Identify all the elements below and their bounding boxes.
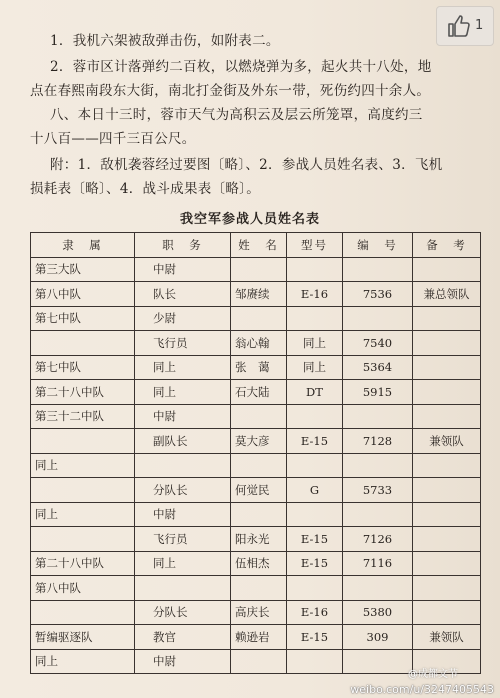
paragraph-line: 损耗表〔略〕、4．战斗成果表〔略〕。 [30,181,260,197]
table-cell: 第七中队 [31,355,135,380]
table-row [31,527,481,552]
table-cell: 邹赓续 [231,282,287,307]
table-cell [287,502,343,527]
table-cell: 何觉民 [231,478,287,503]
paragraph-line: 十八百——四千三百公尺。 [30,131,196,147]
table-cell [31,331,135,356]
table-row [31,551,481,576]
table-cell [413,502,481,527]
table-cell: 中尉 [135,404,231,429]
paragraph-line: 附：1．敌机袭蓉经过要图〔略〕、2．参战人员姓名表、3．飞机 [50,157,443,173]
table-cell: 同上 [135,380,231,405]
table-cell [413,600,481,625]
table-cell [287,649,343,674]
table-cell: 飞行员 [135,527,231,552]
table-cell: 7540 [343,331,413,356]
table-cell: 第八中队 [31,282,135,307]
table-cell: E-15 [287,625,343,650]
table-cell: G [287,478,343,503]
table-row [31,576,481,601]
table-row [31,257,481,282]
table-cell: 第八中队 [31,576,135,601]
table-cell [413,355,481,380]
table-body [31,257,481,674]
table-cell [231,649,287,674]
table-cell: 7126 [343,527,413,552]
paragraph-line: 2．蓉市区计落弹约二百枚，以燃烧弹为多，起火共十八处，地 [50,59,432,75]
table-cell [31,527,135,552]
table-cell [287,453,343,478]
table-cell [413,551,481,576]
table-cell [287,576,343,601]
paragraph-line: 点在春熙南段东大街，南北打金街及外东一带，死伤约四十余人。 [30,83,431,99]
table-cell: 暂编驱逐队 [31,625,135,650]
table-cell [287,404,343,429]
table-cell [135,453,231,478]
table-cell: 赖逊岩 [231,625,287,650]
like-count: 1 [475,18,484,33]
table-row [31,502,481,527]
table-cell: 7116 [343,551,413,576]
table-cell [231,576,287,601]
table-row [31,404,481,429]
paragraph-line: 1．我机六架被敌弹击伤，如附表二。 [50,33,280,49]
table-header-row [31,233,481,258]
table-cell [231,502,287,527]
table-cell: 7536 [343,282,413,307]
table-cell: E-15 [287,551,343,576]
table-cell: 队长 [135,282,231,307]
table-cell: 第三十二中队 [31,404,135,429]
table-cell [343,502,413,527]
table-cell: 5364 [343,355,413,380]
table-cell: 中尉 [135,257,231,282]
table-cell [413,478,481,503]
col-header: 姓 名 [231,233,287,258]
watermark: weibo.com/u/3247405543 [350,683,494,696]
table-cell: 中尉 [135,649,231,674]
table-cell [31,600,135,625]
paragraph-line: 八、本日十三时，蓉市天气为高积云及层云所笼罩，高度约三 [50,107,423,123]
col-header: 备 考 [413,233,481,258]
table-cell [413,576,481,601]
table-cell: 同上 [287,355,343,380]
table-cell: 5380 [343,600,413,625]
watermark-handle: @成都文节 [408,669,458,680]
table-cell [231,257,287,282]
table-cell: 7128 [343,429,413,454]
table-cell: 兼领队 [413,625,481,650]
table-cell: 兼总领队 [413,282,481,307]
table-cell: 石大陆 [231,380,287,405]
thumbs-up-icon [447,14,471,38]
table-cell [31,429,135,454]
table-cell [413,527,481,552]
table-cell: 少尉 [135,306,231,331]
table-cell: 同上 [287,331,343,356]
table-cell: 5915 [343,380,413,405]
table-row [31,331,481,356]
table-cell [413,331,481,356]
table-row [31,380,481,405]
like-button[interactable] [436,6,494,46]
table-row [31,429,481,454]
table-title: 我空军参战人员姓名表 [179,212,320,227]
table-cell [343,453,413,478]
table-cell [287,257,343,282]
table-row [31,306,481,331]
table-cell: 中尉 [135,502,231,527]
table-cell: 兼领队 [413,429,481,454]
table-cell: 伍相杰 [231,551,287,576]
table-cell [343,404,413,429]
personnel-table [30,232,481,674]
table-cell [231,404,287,429]
table-cell: E-16 [287,600,343,625]
col-header: 型号 [287,233,343,258]
table-cell: 309 [343,625,413,650]
table-cell [413,257,481,282]
table-cell: 分队长 [135,600,231,625]
table-cell: 同上 [31,502,135,527]
table-cell: E-16 [287,282,343,307]
table-row [31,478,481,503]
table-cell: 第二十八中队 [31,380,135,405]
table-cell [413,380,481,405]
table-cell: 第七中队 [31,306,135,331]
table-cell [31,478,135,503]
table-cell: DT [287,380,343,405]
table-cell [413,306,481,331]
table-row [31,282,481,307]
table-cell: 阳永光 [231,527,287,552]
table-cell: 同上 [31,649,135,674]
table-cell [135,576,231,601]
table-cell [413,404,481,429]
table-cell: 同上 [135,355,231,380]
table-cell: 第二十八中队 [31,551,135,576]
col-header: 隶 属 [31,233,135,258]
table-cell: 教官 [135,625,231,650]
table-cell: 张 蔼 [231,355,287,380]
col-header: 编 号 [343,233,413,258]
table-cell: E-15 [287,429,343,454]
table-cell [287,306,343,331]
table-cell: E-15 [287,527,343,552]
table-cell [343,257,413,282]
table-row [31,453,481,478]
table-row [31,355,481,380]
table-row [31,600,481,625]
table-cell [413,453,481,478]
table-cell: 5733 [343,478,413,503]
table-cell: 第三大队 [31,257,135,282]
table-cell: 翁心翰 [231,331,287,356]
table-cell: 高庆长 [231,600,287,625]
table-cell [343,576,413,601]
table-cell: 莫大彦 [231,429,287,454]
table-cell [343,306,413,331]
table-cell: 同上 [31,453,135,478]
table-cell [231,453,287,478]
table-row [31,625,481,650]
table-cell: 分队长 [135,478,231,503]
table-cell: 飞行员 [135,331,231,356]
col-header: 职 务 [135,233,231,258]
table-cell: 同上 [135,551,231,576]
table-cell [343,649,413,674]
table-cell [231,306,287,331]
table-cell: 副队长 [135,429,231,454]
